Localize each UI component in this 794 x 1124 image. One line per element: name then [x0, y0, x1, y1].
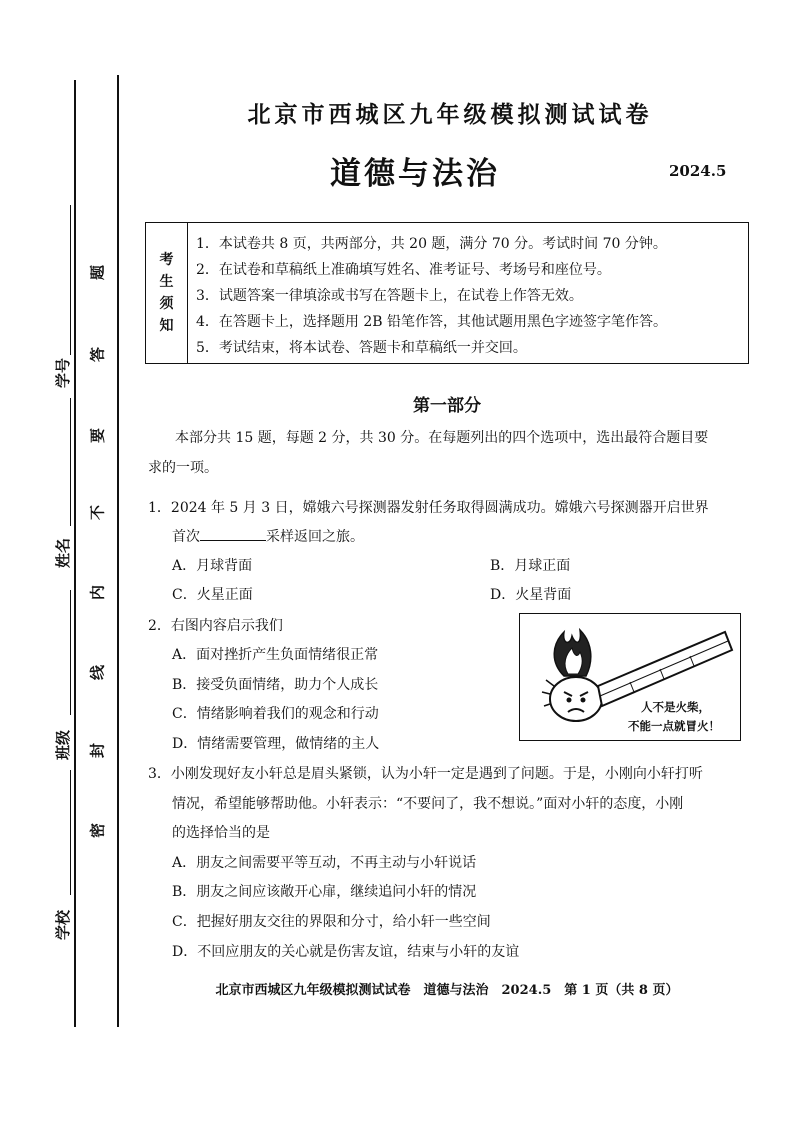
notice-item: 1．本试卷共 8 页，共两部分，共 20 题，满分 70 分。考试时间 70 分钟。 [196, 236, 667, 252]
candidate-notice-box [145, 222, 749, 364]
page-footer: 北京市西城区九年级模拟测试试卷 道德与法治 2024.5 第 1 页（共 8 页） [215, 983, 679, 998]
binding-line-inner [117, 75, 119, 1027]
notice-item: 3．试题答案一律填涂或书写在答题卡上，在试卷上作答无效。 [196, 288, 583, 304]
notice-label-char: 考 [159, 252, 174, 268]
cartoon-caption-line1: 人不是火柴， [641, 700, 710, 714]
q3-stem-line: 3．小刚发现好友小轩总是眉头紧锁，认为小轩一定是遇到了问题。于是，小刚向小轩打听 [148, 766, 703, 782]
seal-char: 答 [88, 347, 107, 363]
q2-option-c[interactable]: C．情绪影响着我们的观念和行动 [172, 706, 379, 722]
q3-stem-line: 情况，希望能够帮助他。小轩表示：“不要问了，我不想说。”面对小轩的态度，小刚 [172, 796, 684, 812]
notice-label-char: 知 [159, 318, 174, 334]
q3-option-c[interactable]: C．把握好朋友交往的界限和分寸，给小轩一些空间 [172, 914, 491, 930]
section-intro-line: 本部分共 15 题，每题 2 分，共 30 分。在每题列出的四个选项中，选出最符合题目要 [175, 430, 709, 446]
q1-text-pre: 首次 [172, 529, 200, 545]
q1-stem-line: 1．2024 年 5 月 3 日，嫦娥六号探测器发射任务取得圆满成功。嫦娥六号探测器开启世界 [148, 500, 709, 516]
q3-option-d[interactable]: D．不回应朋友的关心就是伤害友谊，结束与小轩的友谊 [172, 944, 520, 960]
q2-option-a[interactable]: A．面对挫折产生负面情绪很正常 [172, 647, 379, 663]
notice-label-char: 生 [159, 274, 174, 290]
label-student-no: 学号 [54, 357, 72, 388]
notice-item: 5．考试结束，将本试卷、答题卡和草稿纸一并交回。 [196, 340, 527, 356]
seal-char: 要 [88, 428, 107, 444]
cartoon-caption-line2: 不能一点就冒火！ [628, 719, 720, 733]
q1-text-post: 采样返回之旅。 [266, 529, 364, 545]
seal-char: 题 [88, 265, 107, 281]
student-no-underline [70, 205, 71, 355]
school-underline [70, 770, 71, 895]
q3-option-b[interactable]: B．朋友之间应该敞开心扉，继续追问小轩的情况 [172, 884, 477, 900]
exam-date: 2024.5 [669, 162, 727, 180]
q1-blank [200, 528, 266, 541]
subject-title: 道德与法治 [330, 156, 500, 192]
notice-item: 4．在答题卡上，选择题用 2B 铅笔作答，其他试题用黑色字迹签字笔作答。 [196, 314, 668, 330]
label-class: 班级 [54, 729, 72, 760]
exam-title: 北京市西城区九年级模拟测试试卷 [247, 101, 653, 128]
q3-option-a[interactable]: A．朋友之间需要平等互动，不再主动与小轩说话 [172, 855, 477, 871]
q1-stem-line [172, 526, 364, 546]
q2-stem: 2．右图内容启示我们 [148, 618, 283, 634]
q1-option-a[interactable]: A．月球背面 [172, 558, 253, 574]
q2-option-d[interactable]: D．情绪需要管理，做情绪的主人 [172, 736, 380, 752]
notice-item: 2．在试卷和草稿纸上准确填写姓名、准考证号、考场号和座位号。 [196, 262, 611, 278]
q1-option-b[interactable]: B．月球正面 [490, 558, 571, 574]
label-name: 姓名 [54, 537, 72, 568]
matchstick-cartoon [519, 613, 741, 741]
q1-option-c[interactable]: C．火星正面 [172, 587, 253, 603]
q2-option-b[interactable]: B．接受负面情绪，助力个人成长 [172, 677, 379, 693]
name-underline [70, 398, 71, 526]
q3-stem-line: 的选择恰当的是 [172, 825, 270, 841]
seal-char: 内 [88, 585, 107, 601]
label-school: 学校 [54, 909, 72, 940]
section-title: 第一部分 [413, 396, 481, 416]
notice-items [196, 231, 667, 361]
class-underline [70, 590, 71, 715]
binding-line-outer [74, 80, 76, 1027]
section-intro-line: 求的一项。 [148, 460, 218, 476]
seal-char: 线 [88, 665, 107, 681]
seal-char: 不 [88, 505, 107, 521]
notice-label-char: 须 [159, 296, 174, 312]
q1-option-d[interactable]: D．火星背面 [490, 587, 572, 603]
seal-char: 密 [88, 823, 107, 839]
seal-char: 封 [88, 743, 107, 759]
notice-label [146, 223, 188, 363]
